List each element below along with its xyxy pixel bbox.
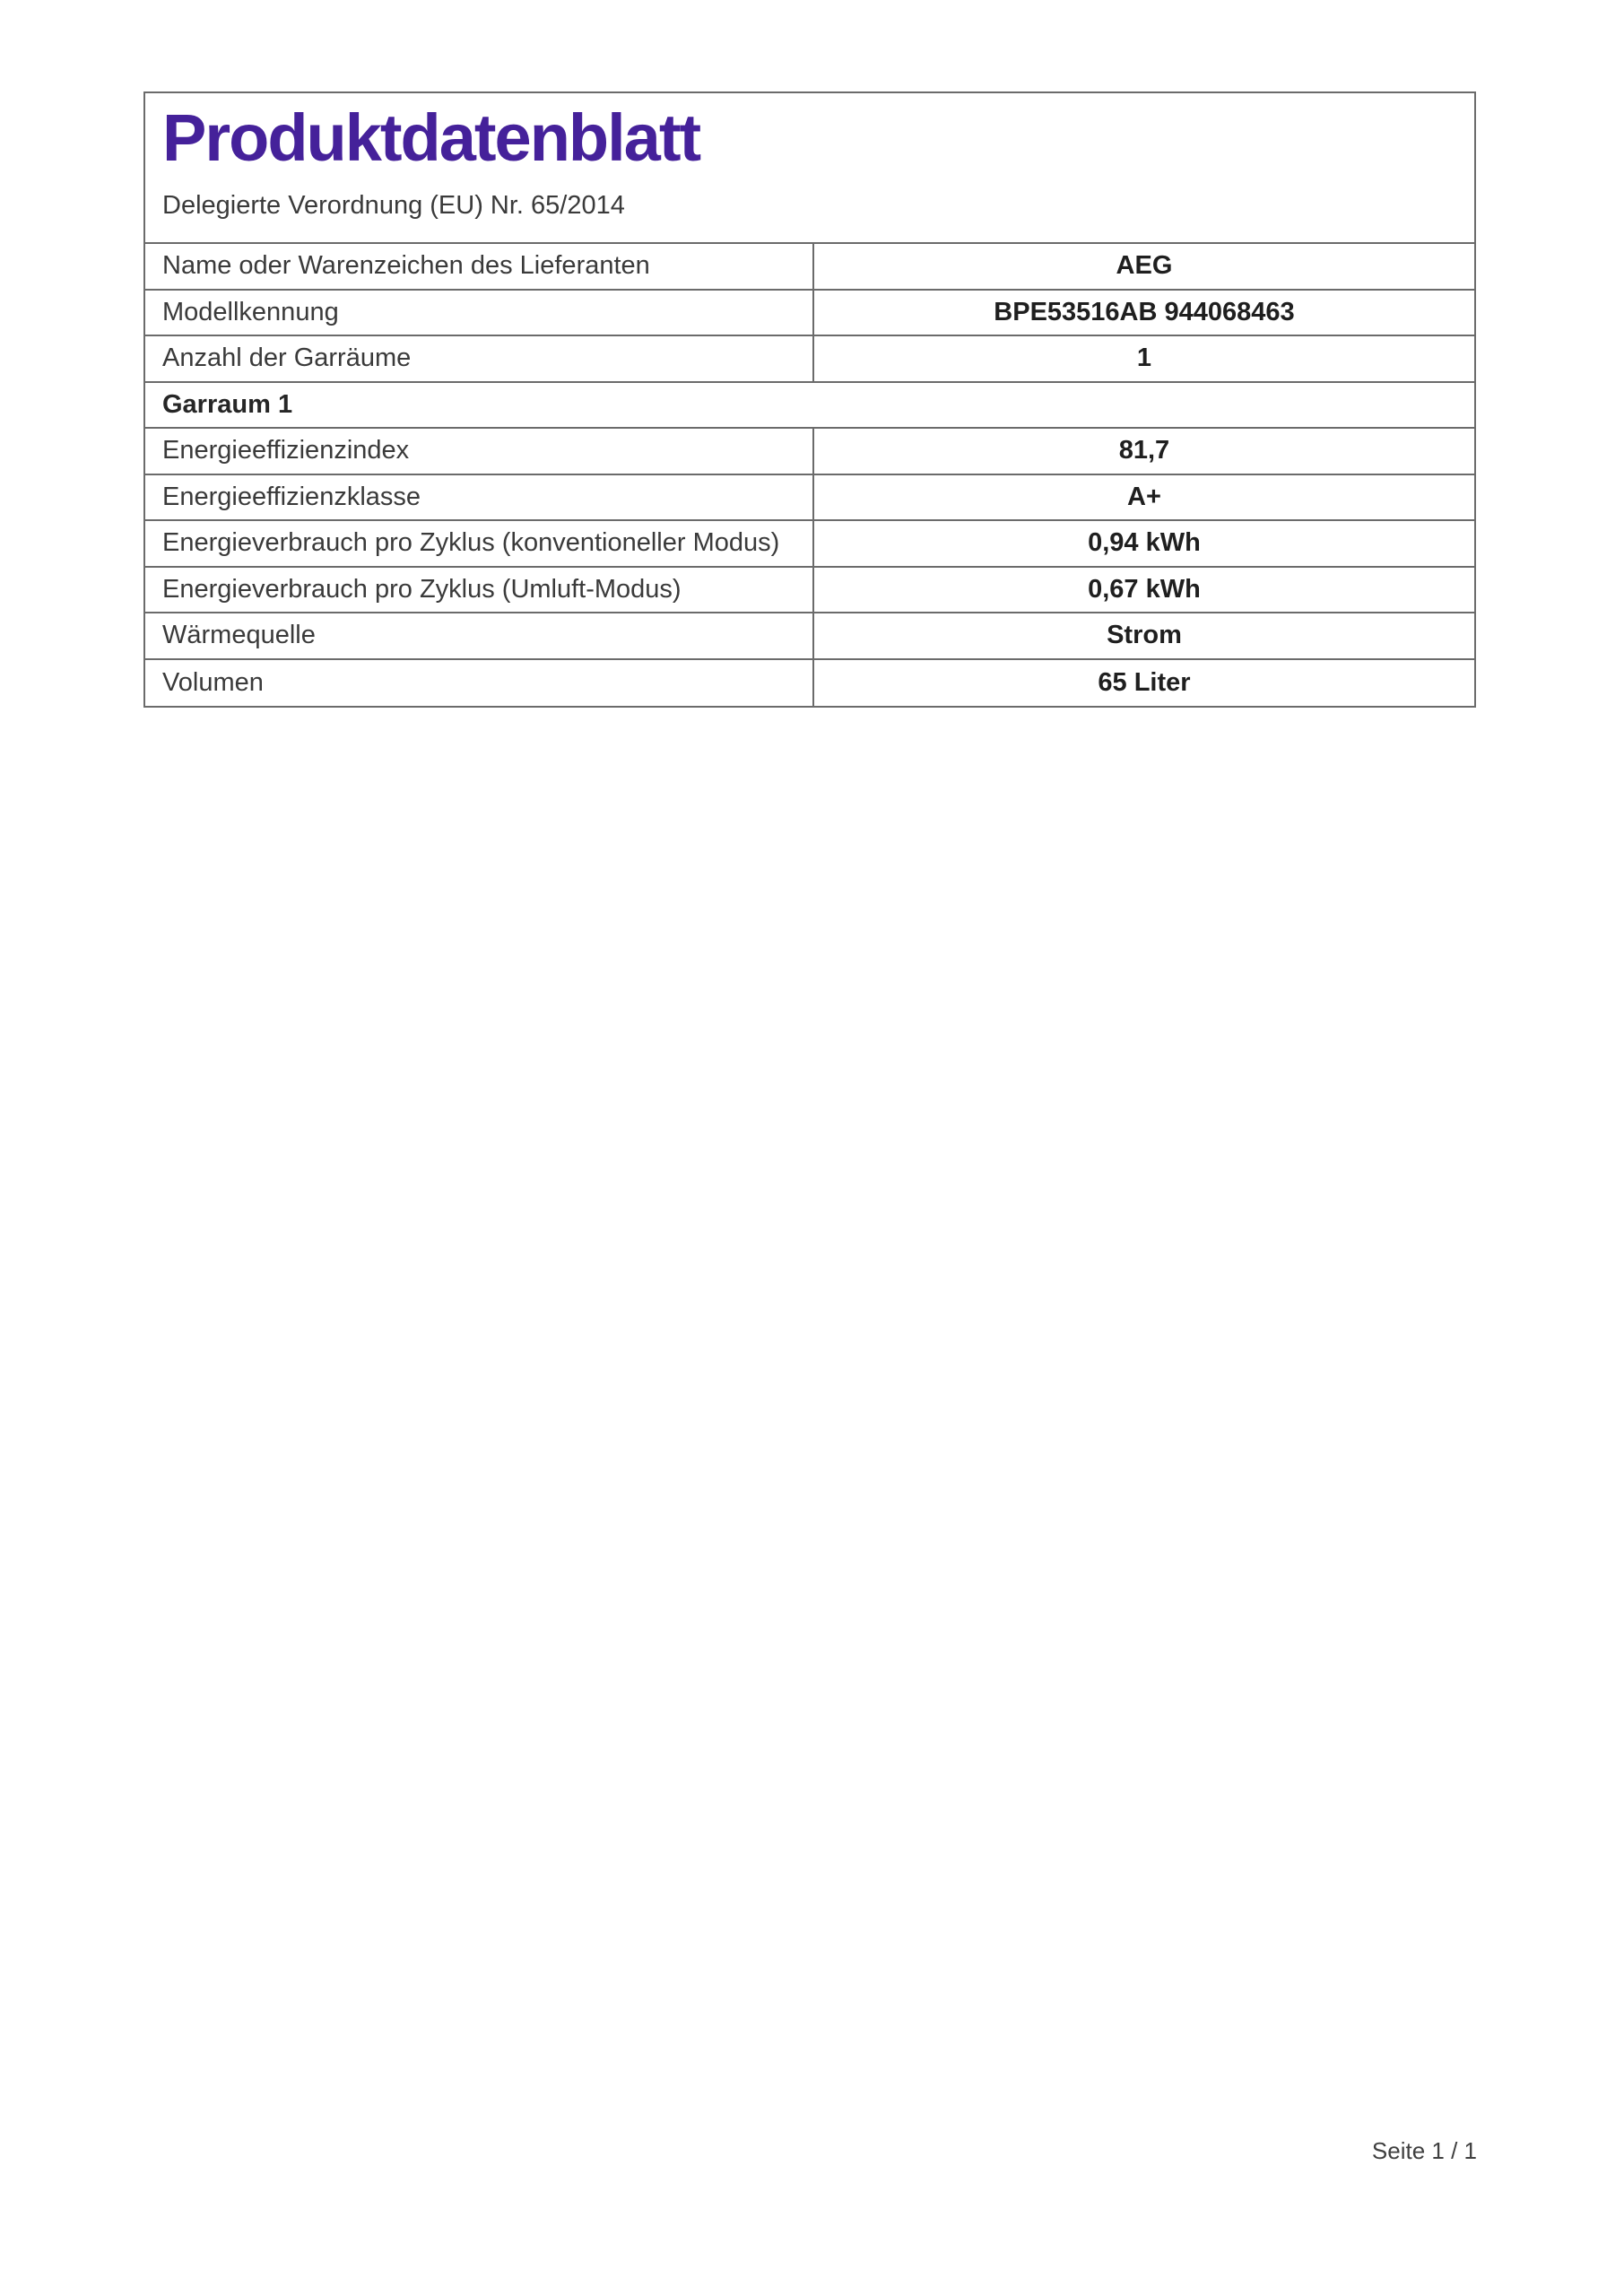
table-row	[145, 429, 1474, 475]
row-value: 0,94 kWh	[812, 521, 1474, 566]
datasheet-header	[145, 93, 1474, 244]
page-number: Seite 1 / 1	[1371, 2137, 1477, 2164]
table-row	[145, 568, 1474, 614]
row-label: Energieeffizienzindex	[162, 436, 410, 465]
section-header-row	[145, 383, 1474, 430]
row-label: Modellkennung	[162, 297, 339, 326]
row-value: 0,67 kWh	[812, 568, 1474, 613]
row-value: Strom	[812, 613, 1474, 658]
row-value: BPE53516AB 944068463	[812, 291, 1474, 335]
row-label: Name oder Warenzeichen des Lieferanten	[162, 251, 650, 281]
row-label: Anzahl der Garräume	[162, 344, 412, 373]
row-value: A+	[812, 475, 1474, 520]
product-datasheet	[143, 91, 1476, 708]
row-value: 1	[812, 336, 1474, 381]
row-value: 65 Liter	[812, 660, 1474, 707]
page-title: Produktdatenblatt	[162, 100, 700, 175]
table-row	[145, 660, 1474, 707]
table-row	[145, 475, 1474, 522]
row-label: Energieverbrauch pro Zyklus (konventioneller Modus)	[162, 528, 780, 558]
row-label: Energieeffizienzklasse	[162, 482, 421, 511]
spec-table	[145, 244, 1474, 706]
regulation-subtitle: Delegierte Verordnung (EU) Nr. 65/2014	[162, 191, 625, 220]
row-label: Garraum 1	[162, 389, 293, 419]
table-row	[145, 291, 1474, 337]
row-value: AEG	[812, 244, 1474, 289]
table-row	[145, 336, 1474, 383]
table-row	[145, 244, 1474, 291]
table-row	[145, 521, 1474, 568]
table-row	[145, 613, 1474, 660]
row-label: Energieverbrauch pro Zyklus (Umluft-Modus)	[162, 574, 682, 604]
row-label: Volumen	[162, 667, 264, 697]
row-value: 81,7	[812, 429, 1474, 474]
row-label: Wärmequelle	[162, 621, 316, 650]
